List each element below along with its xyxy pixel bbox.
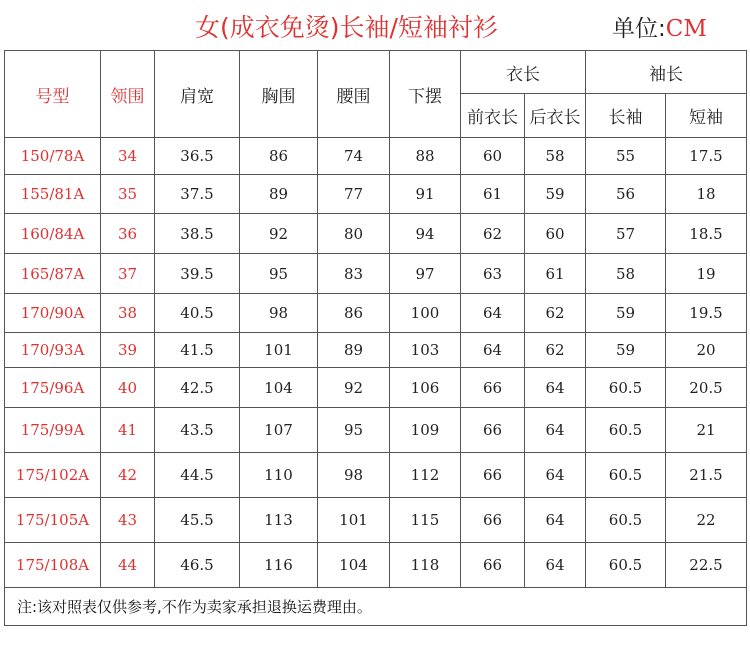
cell-front-length: 66 (461, 543, 525, 588)
cell-size: 165/87A (5, 254, 101, 294)
cell-back-length: 64 (525, 498, 586, 543)
table-row (5, 333, 747, 368)
cell-back-length: 64 (525, 453, 586, 498)
cell-short-sleeve: 20 (666, 333, 747, 368)
cell-size: 170/90A (5, 294, 101, 333)
unit-prefix: 单位: (612, 16, 666, 42)
cell-hem: 88 (390, 138, 461, 175)
table-row (5, 294, 747, 333)
cell-collar: 41 (101, 408, 155, 453)
table-row (5, 408, 747, 453)
header-sleeve-group: 袖长 (586, 51, 747, 94)
cell-collar: 34 (101, 138, 155, 175)
cell-hem: 112 (390, 453, 461, 498)
cell-waist: 98 (318, 453, 390, 498)
cell-hem: 115 (390, 498, 461, 543)
cell-size: 160/84A (5, 214, 101, 254)
cell-front-length: 64 (461, 294, 525, 333)
cell-chest: 95 (240, 254, 318, 294)
cell-size: 175/96A (5, 368, 101, 408)
cell-short-sleeve: 19.5 (666, 294, 747, 333)
cell-waist: 74 (318, 138, 390, 175)
cell-hem: 91 (390, 175, 461, 214)
cell-waist: 80 (318, 214, 390, 254)
cell-waist: 101 (318, 498, 390, 543)
header-length-group: 衣长 (461, 51, 586, 94)
cell-shoulder: 45.5 (155, 498, 240, 543)
cell-chest: 110 (240, 453, 318, 498)
cell-shoulder: 46.5 (155, 543, 240, 588)
cell-collar: 43 (101, 498, 155, 543)
cell-hem: 100 (390, 294, 461, 333)
cell-collar: 36 (101, 214, 155, 254)
cell-shoulder: 39.5 (155, 254, 240, 294)
cell-collar: 40 (101, 368, 155, 408)
cell-long-sleeve: 60.5 (586, 368, 666, 408)
cell-front-length: 66 (461, 498, 525, 543)
header-collar: 领围 (101, 51, 155, 138)
cell-hem: 94 (390, 214, 461, 254)
cell-short-sleeve: 18.5 (666, 214, 747, 254)
cell-long-sleeve: 58 (586, 254, 666, 294)
cell-short-sleeve: 21.5 (666, 453, 747, 498)
cell-short-sleeve: 20.5 (666, 368, 747, 408)
header-back-length: 后衣长 (525, 94, 586, 138)
table-row (5, 368, 747, 408)
cell-hem: 97 (390, 254, 461, 294)
cell-shoulder: 40.5 (155, 294, 240, 333)
header-waist: 腰围 (318, 51, 390, 138)
cell-hem: 103 (390, 333, 461, 368)
size-chart-table (4, 50, 747, 626)
cell-back-length: 62 (525, 333, 586, 368)
table-row (5, 498, 747, 543)
header-hem: 下摆 (390, 51, 461, 138)
cell-shoulder: 42.5 (155, 368, 240, 408)
header-front-length: 前衣长 (461, 94, 525, 138)
note-text: 注:该对照表仅供参考,不作为卖家承担退换运费理由。 (5, 588, 747, 626)
cell-front-length: 63 (461, 254, 525, 294)
cell-short-sleeve: 17.5 (666, 138, 747, 175)
note-row (5, 588, 747, 626)
cell-long-sleeve: 60.5 (586, 543, 666, 588)
cell-waist: 95 (318, 408, 390, 453)
cell-chest: 116 (240, 543, 318, 588)
unit-label (612, 10, 707, 43)
cell-size: 175/105A (5, 498, 101, 543)
cell-shoulder: 43.5 (155, 408, 240, 453)
cell-long-sleeve: 59 (586, 333, 666, 368)
cell-front-length: 60 (461, 138, 525, 175)
header-chest: 胸围 (240, 51, 318, 138)
cell-front-length: 66 (461, 408, 525, 453)
header-size: 号型 (5, 51, 101, 138)
cell-back-length: 58 (525, 138, 586, 175)
cell-back-length: 64 (525, 408, 586, 453)
cell-long-sleeve: 57 (586, 214, 666, 254)
cell-hem: 118 (390, 543, 461, 588)
cell-back-length: 61 (525, 254, 586, 294)
cell-long-sleeve: 55 (586, 138, 666, 175)
cell-back-length: 62 (525, 294, 586, 333)
cell-waist: 104 (318, 543, 390, 588)
unit-value: CM (665, 16, 707, 42)
cell-chest: 98 (240, 294, 318, 333)
cell-waist: 83 (318, 254, 390, 294)
cell-size: 155/81A (5, 175, 101, 214)
cell-size: 175/102A (5, 453, 101, 498)
header-shoulder: 肩宽 (155, 51, 240, 138)
cell-short-sleeve: 22 (666, 498, 747, 543)
cell-collar: 42 (101, 453, 155, 498)
table-row (5, 254, 747, 294)
cell-shoulder: 37.5 (155, 175, 240, 214)
cell-long-sleeve: 60.5 (586, 498, 666, 543)
cell-short-sleeve: 18 (666, 175, 747, 214)
cell-long-sleeve: 60.5 (586, 408, 666, 453)
cell-chest: 113 (240, 498, 318, 543)
cell-size: 170/93A (5, 333, 101, 368)
cell-collar: 38 (101, 294, 155, 333)
cell-waist: 89 (318, 333, 390, 368)
cell-collar: 44 (101, 543, 155, 588)
cell-shoulder: 44.5 (155, 453, 240, 498)
cell-front-length: 66 (461, 453, 525, 498)
cell-shoulder: 36.5 (155, 138, 240, 175)
cell-shoulder: 41.5 (155, 333, 240, 368)
cell-size: 175/108A (5, 543, 101, 588)
cell-back-length: 64 (525, 543, 586, 588)
cell-short-sleeve: 22.5 (666, 543, 747, 588)
cell-front-length: 62 (461, 214, 525, 254)
cell-back-length: 59 (525, 175, 586, 214)
cell-hem: 109 (390, 408, 461, 453)
cell-short-sleeve: 21 (666, 408, 747, 453)
cell-chest: 92 (240, 214, 318, 254)
header-row-top (5, 51, 747, 94)
cell-chest: 104 (240, 368, 318, 408)
cell-waist: 92 (318, 368, 390, 408)
cell-collar: 37 (101, 254, 155, 294)
table-row (5, 138, 747, 175)
table-row (5, 214, 747, 254)
table-row (5, 453, 747, 498)
cell-short-sleeve: 19 (666, 254, 747, 294)
cell-chest: 89 (240, 175, 318, 214)
cell-back-length: 60 (525, 214, 586, 254)
header-long-sleeve: 长袖 (586, 94, 666, 138)
header-short-sleeve: 短袖 (666, 94, 747, 138)
cell-long-sleeve: 56 (586, 175, 666, 214)
cell-collar: 35 (101, 175, 155, 214)
cell-size: 150/78A (5, 138, 101, 175)
cell-shoulder: 38.5 (155, 214, 240, 254)
table-row (5, 175, 747, 214)
cell-front-length: 64 (461, 333, 525, 368)
table-row (5, 543, 747, 588)
cell-size: 175/99A (5, 408, 101, 453)
cell-long-sleeve: 59 (586, 294, 666, 333)
cell-waist: 86 (318, 294, 390, 333)
cell-chest: 101 (240, 333, 318, 368)
cell-hem: 106 (390, 368, 461, 408)
chart-title: 女(成衣免烫)长袖/短袖衬衫 (195, 13, 498, 42)
cell-front-length: 66 (461, 368, 525, 408)
cell-collar: 39 (101, 333, 155, 368)
cell-chest: 86 (240, 138, 318, 175)
cell-front-length: 61 (461, 175, 525, 214)
cell-waist: 77 (318, 175, 390, 214)
cell-back-length: 64 (525, 368, 586, 408)
cell-chest: 107 (240, 408, 318, 453)
cell-long-sleeve: 60.5 (586, 453, 666, 498)
size-rows (5, 138, 747, 588)
